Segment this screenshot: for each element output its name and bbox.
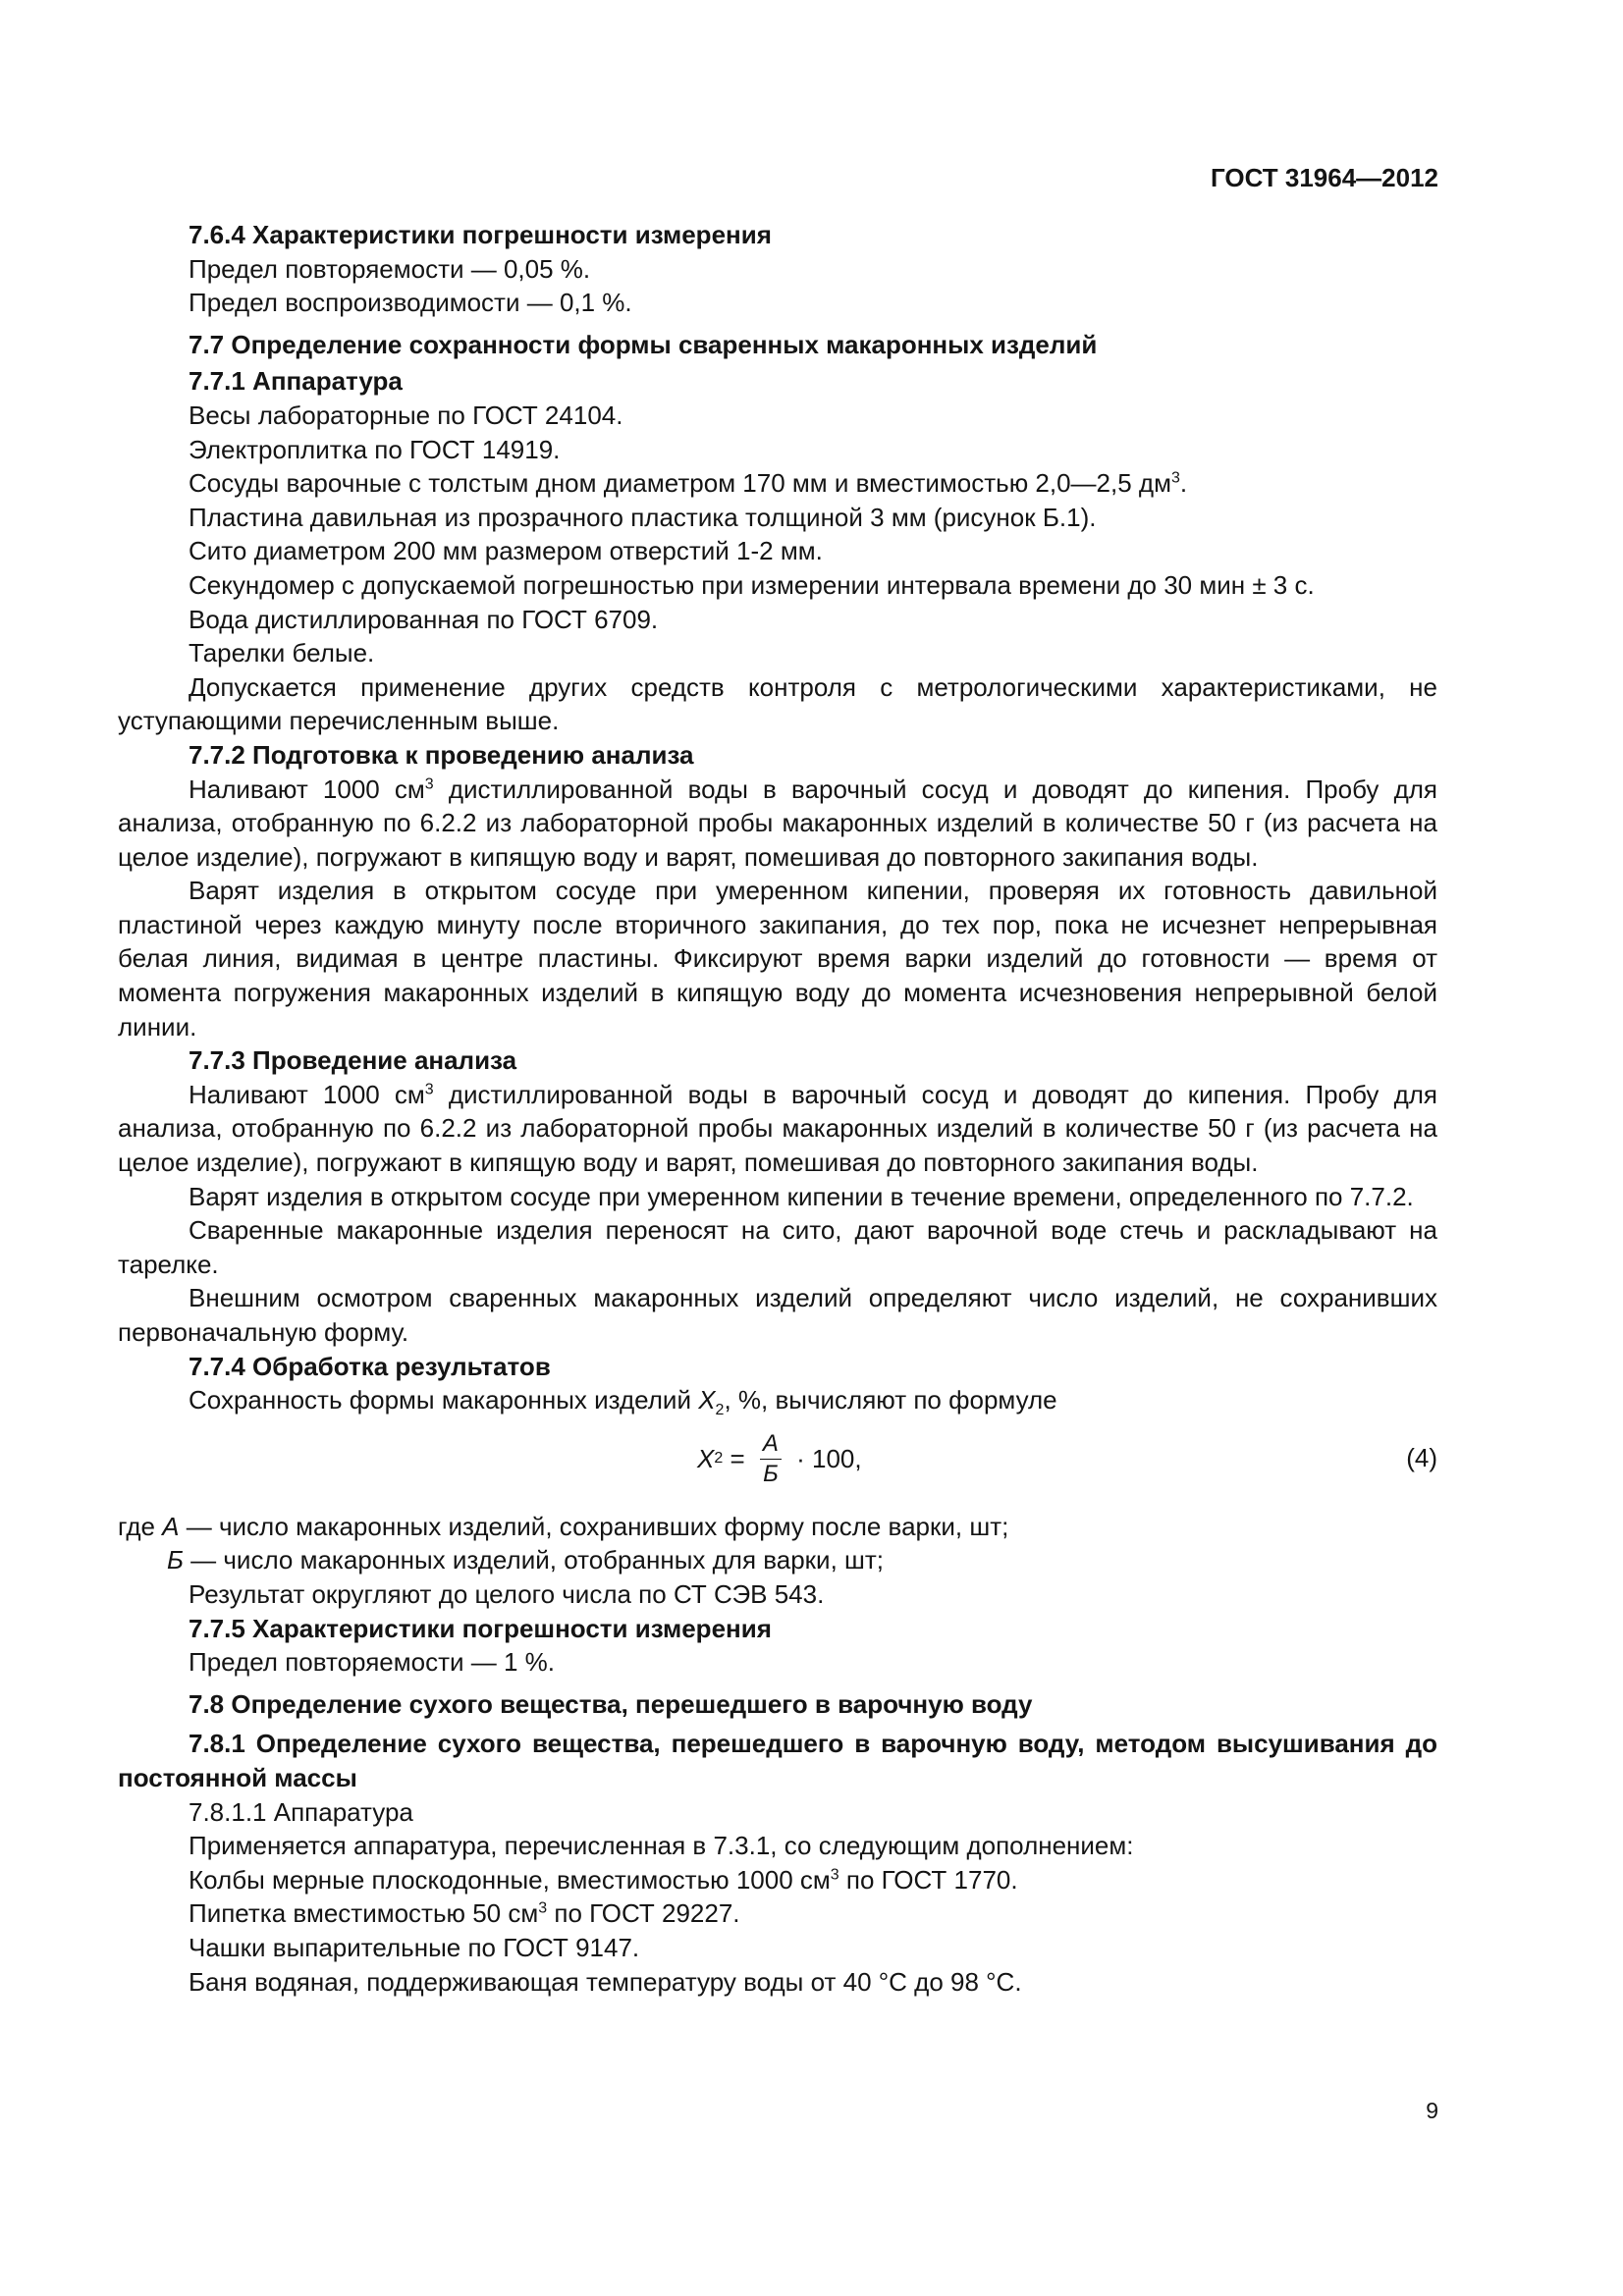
reproducibility-limit: Предел воспроизводимости — 0,1 %.: [189, 288, 632, 318]
section-7-7-3-title: 7.7.3 Проведение анализа: [189, 1045, 517, 1076]
formula-fraction: [760, 1429, 782, 1489]
prep-paragraph-1: Наливают 1000 $см^3$ дистиллированной воды в варочный сосуд и доводят до кипения. Пробу для анализа, отобранную по 6.2.2 из лабораторной пробы макаронных изделий в количестве 50 г (из расчета на целое изделие), погружают в кипящую воду и варят, помешивая до повторного закипания воды.: [118, 774, 1437, 872]
formula-denominator: Б: [763, 1460, 779, 1487]
analysis-paragraph-1: Наливают 1000 $см^3$ дистиллированной воды в варочный сосуд и доводят до кипения. Пробу для анализа, отобранную по 6.2.2 из лабораторной пробы макаронных изделий в количестве 50 г (из расчета на целое изделие), погружают в кипящую воду и варят, помешивая до повторного закипания воды.: [118, 1079, 1437, 1178]
section-7-7-title: 7.7 Определение сохранности формы сваренных макаронных изделий: [189, 329, 1098, 359]
apparatus-sieve: Сито диаметром 200 мм размером отверстий 1-2 мм.: [189, 536, 823, 566]
apparatus-flasks: Колбы мерные плоскодонные, вместимостью 1000 $см^3$ по ГОСТ 1770.: [189, 1864, 1018, 1895]
section-7-7-2-title: 7.7.2 Подготовка к проведению анализа: [189, 739, 694, 770]
formula-numerator: А: [762, 1429, 779, 1457]
section-7-7-5-title: 7.7.5 Характеристики погрешности измерения: [189, 1613, 772, 1643]
formula-4: [118, 1425, 1437, 1498]
apparatus-scales: Весы лабораторные по ГОСТ 24104.: [189, 400, 623, 430]
section-7-8-1-1-title: 7.8.1.1 Аппаратура: [189, 1796, 413, 1827]
formula-intro: Сохранность формы макаронных изделий $X_2$, %, вычисляют по формуле: [189, 1385, 1057, 1419]
apparatus-hotplate: Электроплитка по ГОСТ 14919.: [189, 434, 561, 464]
apparatus-cups: Чашки выпарительные по ГОСТ 9147.: [189, 1932, 640, 1962]
document-code: ГОСТ 31964—2012: [1211, 163, 1438, 192]
analysis-paragraph-2: Варят изделия в открытом сосуде при умеренном кипении в течение времени, определенного по 7.7.2.: [189, 1181, 1414, 1211]
section-7-8-1-title: 7.8.1 Определение сухого вещества, перешедшего в варочную воду, методом высушивания до постоянной массы: [118, 1729, 1437, 1792]
section-7-8-title: 7.8 Определение сухого вещества, перешедшего в варочную воду: [189, 1688, 1033, 1719]
apparatus-pipette: Пипетка вместимостью 50 $см^3$ по ГОСТ 29227.: [189, 1898, 740, 1929]
where-b: Б — число макаронных изделий, отобранных для варки, шт;: [167, 1545, 885, 1575]
apparatus-plate: Пластина давильная из прозрачного пластика толщиной 3 мм (рисунок Б.1).: [189, 502, 1097, 532]
document-body: [118, 157, 1437, 1999]
apparatus-alternatives: Допускается применение других средств контроля с метрологическими характеристиками, не уступающими перечисленным выше.: [118, 671, 1437, 736]
apparatus-stopwatch: Секундомер с допускаемой погрешностью при измерении интервала времени до 30 мин ± 3 с.: [189, 569, 1315, 600]
apparatus-vessels: Сосуды варочные с толстым дном диаметром 170 мм и вместимостью 2,0—2,5 $дм^3$.: [189, 468, 1188, 499]
formula-expression: X 2 = $\frac{А}{Б}$ · 100,: [697, 1429, 862, 1487]
apparatus-water: Вода дистиллированная по ГОСТ 6709.: [189, 604, 659, 634]
apparatus-list-intro: Применяется аппаратура, перечисленная в 7.3.1, со следующим дополнением:: [189, 1831, 1134, 1861]
equation-number: (4): [1406, 1442, 1437, 1472]
formula-eq: =: [723, 1443, 752, 1473]
analysis-paragraph-3: Сваренные макаронные изделия переносят на сито, дают варочной воде стечь и раскладывают на тарелке.: [118, 1215, 1437, 1279]
repeatability-limit-2: Предел повторяемости — 1 %.: [189, 1647, 556, 1678]
apparatus-water-bath: Баня водяная, поддерживающая температуру воды от 40 °С до 98 °С.: [189, 1966, 1022, 1997]
section-7-7-4-title: 7.7.4 Обработка результатов: [189, 1351, 551, 1381]
repeatability-limit: Предел повторяемости — 0,05 %.: [189, 253, 591, 284]
section-7-6-4-title: 7.6.4 Характеристики погрешности измерения: [189, 220, 772, 249]
where-a: где А — число макаронных изделий, сохранивших форму после варки, шт;: [118, 1511, 1009, 1541]
apparatus-plates: Тарелки белые.: [189, 638, 375, 668]
formula-lhs: X: [697, 1443, 715, 1473]
analysis-paragraph-4: Внешним осмотром сваренных макаронных изделий определяют число изделий, не сохранивших первоначальную форму.: [118, 1283, 1437, 1347]
prep-paragraph-2: Варят изделия в открытом сосуде при умеренном кипении, проверяя их готовность давильной пластиной через каждую минуту после вторичного закипания, до тех пор, пока не исчезнет непрерывная белая линия, видимая в центре пластины. Фиксируют время варки изделий до готовности — время от момента погружения макаронных изделий в кипящую воду до момента исчезновения непрерывной белой линии.: [118, 876, 1437, 1041]
rounding-rule: Результат округляют до целого числа по СТ СЭВ 543.: [189, 1578, 825, 1609]
page-number: 9: [1426, 2098, 1438, 2123]
formula-rhs: · 100,: [788, 1443, 862, 1473]
section-7-7-1-title: 7.7.1 Аппаратура: [189, 366, 403, 397]
